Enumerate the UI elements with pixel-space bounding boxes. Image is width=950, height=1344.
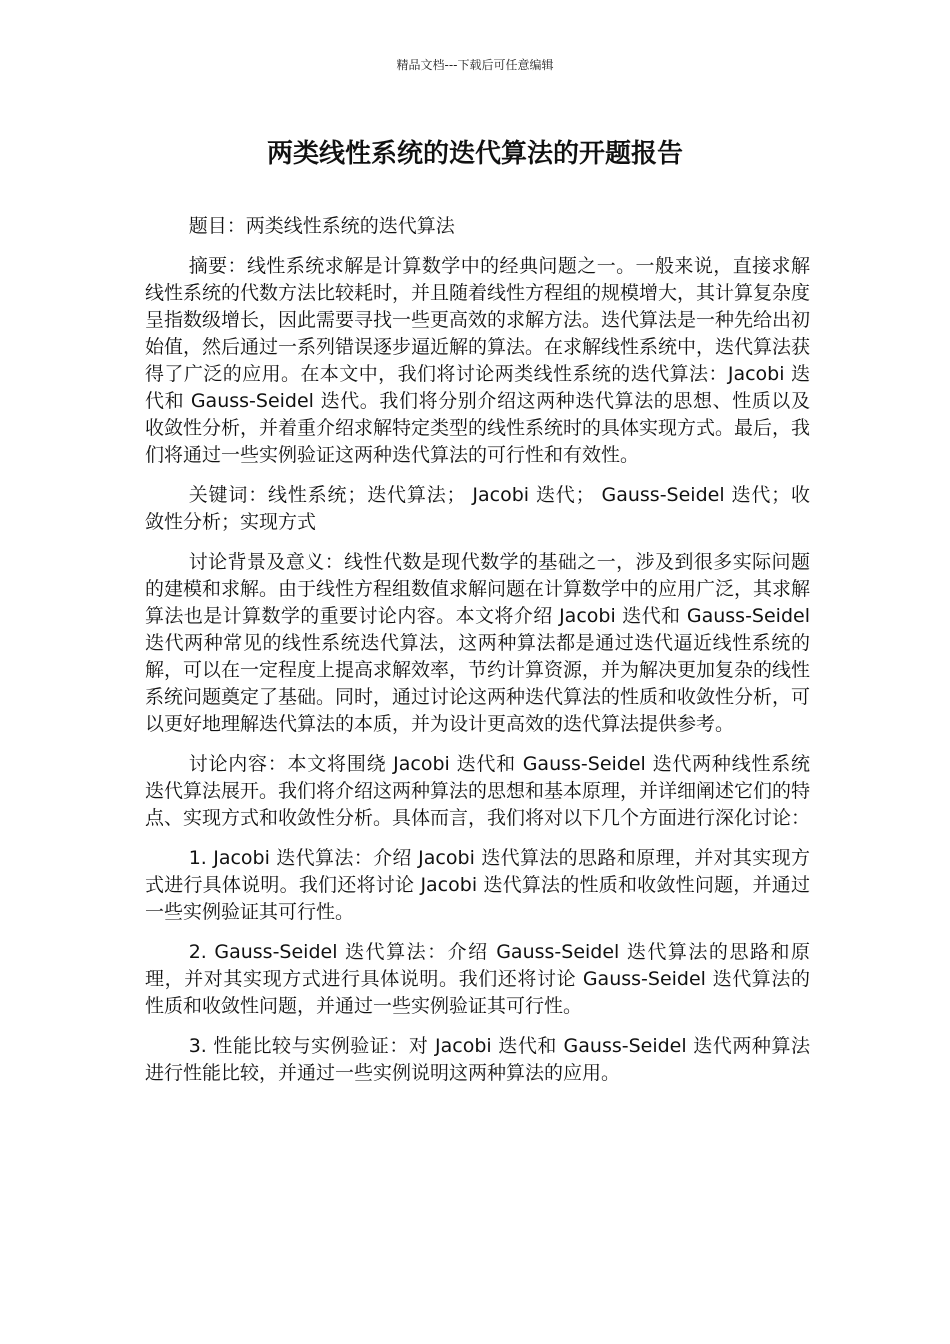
background-paragraph: 讨论背景及意义：线性代数是现代数学的基础之一，涉及到很多实际问题的建模和求解。由于线性方程组数值求解问题在计算数学中的应用广泛，其求解算法也是计算数学的重要讨论内容。本文将介绍 Jacobi 迭代和 Gauss-Seidel 迭代两种常见的线性系统迭代算法，这两种算法都是通过迭代逼近线性系统的解，可以在一定程度上提高求解效率，节约计算资源，并为解决更加复杂的线性系统问题奠定了基础。同时，通过讨论这两种迭代算法的性质和收敛性分析，可以更好地理解迭代算法的本质，并为设计更高效的迭代算法提供参考。 [145, 551, 811, 735]
header-note: 精品文档---下载后可任意编辑 [396, 58, 554, 72]
list-item-comparison: 3. 性能比较与实例验证：对 Jacobi 迭代和 Gauss-Seidel 迭代两种算法进行性能比较，并通过一些实例说明这两种算法的应用。 [145, 1035, 810, 1084]
content-paragraph: 讨论内容：本文将围绕 Jacobi 迭代和 Gauss-Seidel 迭代两种线性系统迭代算法展开。我们将介绍这两种算法的思想和基本原理，并详细阐述它们的特点、实现方式和收敛性分析。具体而言，我们将对以下几个方面进行深化讨论： [145, 753, 811, 829]
document-body [145, 213, 810, 1100]
list-item-jacobi: 1. Jacobi 迭代算法：介绍 Jacobi 迭代算法的思路和原理，并对其实现方式进行具体说明。我们还将讨论 Jacobi 迭代算法的性质和收敛性问题，并通过一些实例验证其可行性。 [145, 847, 810, 923]
abstract-paragraph: 摘要：线性系统求解是计算数学中的经典问题之一。一般来说，直接求解线性系统的代数方法比较耗时，并且随着线性方程组的规模增大，其计算复杂度呈指数级增长，因此需要寻找一些更高效的求解方法。迭代算法是一种先给出初始值，然后通过一系列错误逐步逼近解的算法。在求解线性系统中，迭代算法获得了广泛的应用。在本文中，我们将讨论两类线性系统的迭代算法：Jacobi 迭代和 Gauss-Seidel 迭代。我们将分别介绍这两种迭代算法的思想、性质以及收敛性分析，并着重介绍求解特定类型的线性系统时的具体实现方式。最后，我们将通过一些实例验证这两种迭代算法的可行性和有效性。 [145, 255, 811, 466]
document-title: 两类线性系统的迭代算法的开题报告 [266, 139, 683, 169]
keywords-paragraph: 关键词：线性系统；迭代算法； Jacobi 迭代； Gauss-Seidel 迭代；收敛性分析；实现方式 [145, 484, 810, 533]
subject-paragraph: 题目：两类线性系统的迭代算法 [188, 215, 455, 237]
list-item-gauss-seidel: 2. Gauss-Seidel 迭代算法：介绍 Gauss-Seidel 迭代算法的思路和原理，并对其实现方式进行具体说明。我们还将讨论 Gauss-Seidel 迭代算法的性质和收敛性问题，并通过一些实例验证其可行性。 [145, 941, 810, 1017]
